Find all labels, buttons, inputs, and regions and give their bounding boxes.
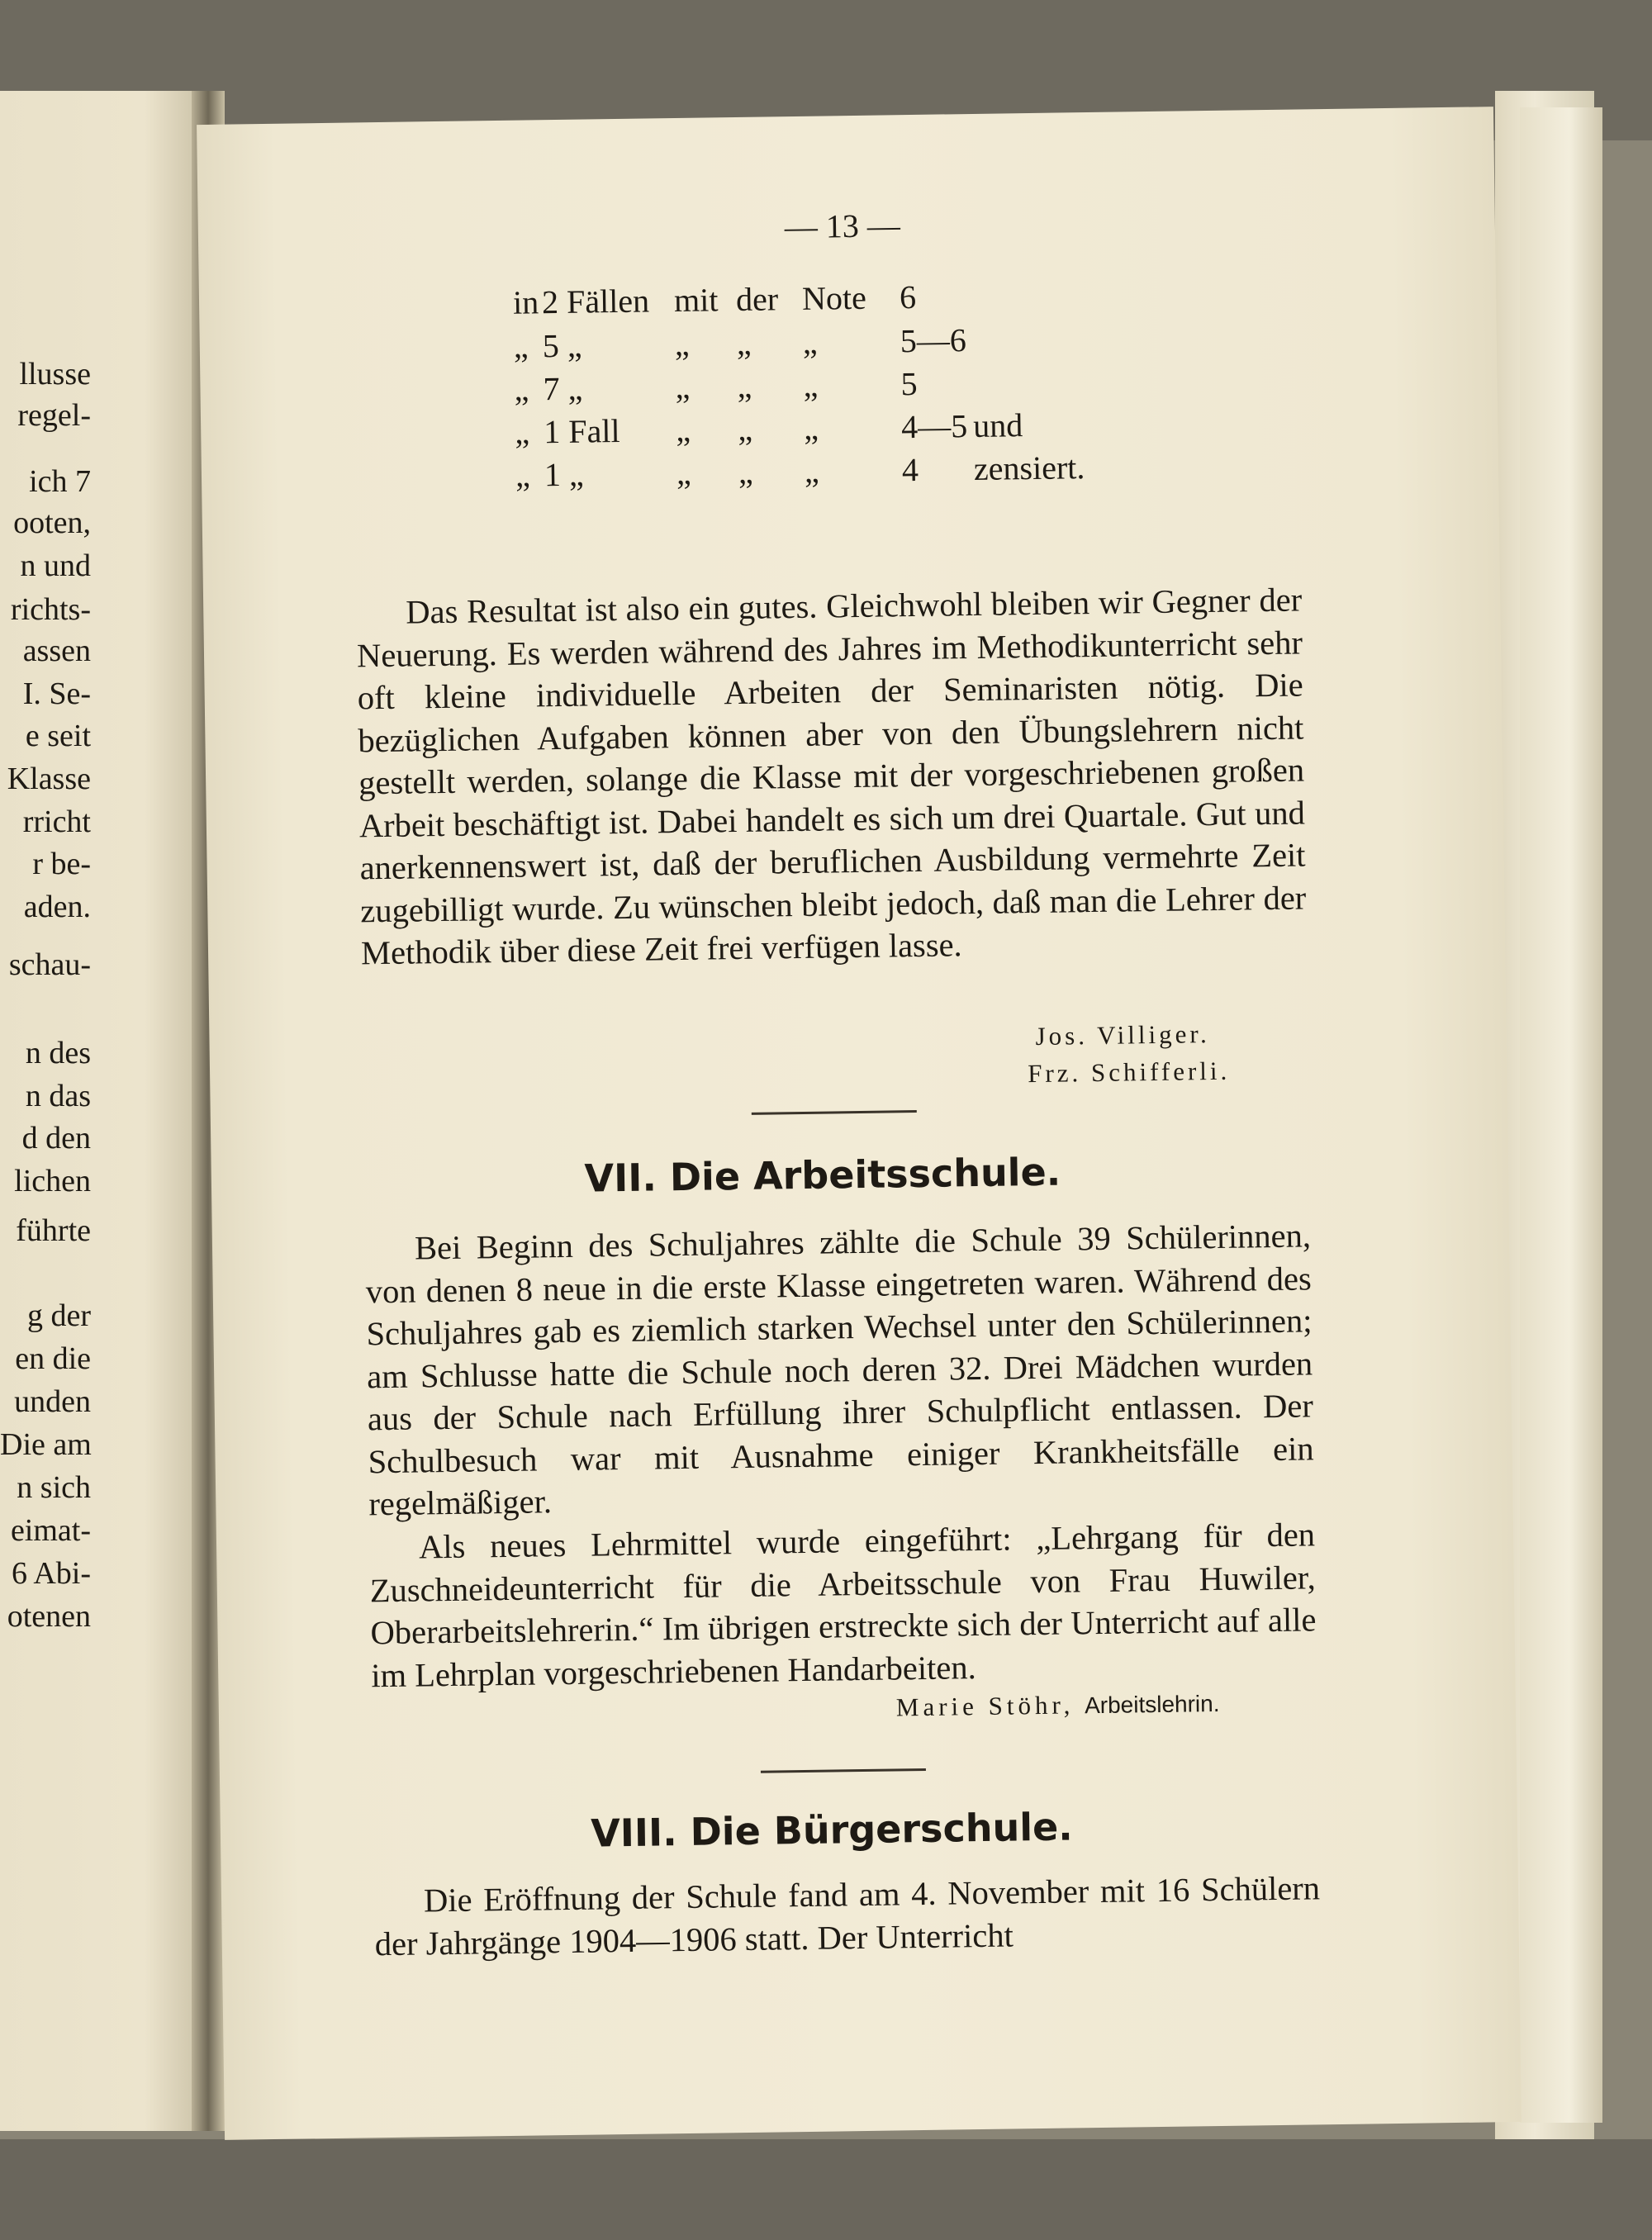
facing-page-line: aden. [23,890,91,924]
grade-cell-c2: „ [737,367,752,405]
grade-cell-c3: Note [801,278,867,317]
grade-cell-c1: „ [676,453,692,492]
facing-page-line: lichen [14,1164,91,1198]
facing-page-line: rricht [22,804,91,839]
grade-cell-unit: „ [567,326,582,364]
grade-cell-prefix: „ [513,327,529,365]
grade-cell-c3: „ [804,452,820,490]
grade-cell-grade: 4—5 [900,407,968,446]
page-13 [197,107,1521,2140]
grade-cell-c2: „ [737,410,753,448]
grade-cell-unit: Fällen [566,282,650,320]
facing-page-line: Klasse [7,762,91,796]
facing-page-line: g der [26,1298,91,1333]
facing-page-line: n des [25,1036,91,1070]
section-viii-paragraph-1: Die Eröffnung der Schule fand am 4. November mit 16 Schülern der Jahrgänge 1904—1906 statt. Der Unterricht [374,1869,1321,1962]
grade-cell-count: 7 [543,369,560,408]
grade-cell-count: 2 [541,282,559,321]
facing-page-line: n das [25,1079,91,1113]
grade-cell-c2: „ [738,453,754,491]
facing-page-line: I. Se- [22,676,91,711]
facing-page-line: regel- [17,398,91,433]
grade-cell-c3: „ [803,409,819,447]
signature-stoehr-name: Marie Stöhr, [895,1690,1075,1722]
grade-cell-tail: zensiert. [973,448,1085,487]
facing-page-line: r be- [32,847,91,881]
facing-page-line: d den [21,1121,91,1156]
facing-page-line: en die [15,1341,91,1376]
grade-cell-unit: „ [567,369,583,407]
facing-page-line: n und [20,548,91,583]
signature-stoehr [896,1688,1220,1722]
grade-cell-grade: 5 [900,364,918,403]
facing-page-line: 6 Abi- [11,1556,91,1591]
signature-schifferli: Frz. Schifferli. [1027,1056,1231,1089]
heading-viii: VIII. Die Bürgerschule. [590,1804,1074,1856]
grade-cell-c2: der [735,280,779,318]
grade-cell-unit: Fall [567,411,620,450]
grade-cell-count: 1 [544,455,562,494]
grade-cell-grade: 4 [901,450,919,489]
grade-cell-prefix: „ [514,370,529,408]
scan-backdrop-bottom [0,2139,1652,2240]
page-edge-stack-inner [1520,107,1602,2123]
grade-cell-grade: 6 [899,278,917,316]
grade-cell-c2: „ [736,324,752,362]
facing-page-line: ooten, [13,505,91,540]
page-number: — 13 — [784,206,901,246]
signature-stoehr-role: Arbeitslehrin. [1084,1690,1220,1719]
grade-cell-tail: und [972,406,1023,444]
grade-cell-c1: „ [675,411,691,449]
grade-cell-unit: „ [568,455,585,493]
facing-page-line: n sich [17,1470,91,1505]
grade-cell-grade: 5—6 [900,321,967,360]
grade-cell-prefix: „ [515,456,531,494]
grade-cell-prefix: „ [514,413,530,451]
facing-page-line: otenen [7,1599,91,1634]
section-vi-text: Das Resultat ist also ein gutes. Gleichwohl bleiben wir Gegner der Neuerung. Es werden während des Jahres im Methodikunterricht sehr oft kleine individuelle Arbeiten der Seminaristen nötig. Die bezüglichen Aufgaben können aber von den Übungslehrern nicht gestellt werden, solange die Klasse mit der vorgeschriebenen großen Arbeit beschäftigt ist. Dabei handelt es sich um drei Quartale. Gut und anerkennenswert ist, daß der beruflichen Ausbildung vermehrte Zeit zugebilligt wurde. Zu wünschen bleibt jedoch, daß man die Lehrer der Methodik über diese Zeit frei verfügen lasse. [356,581,1307,972]
grade-cell-count: 1 [543,412,561,451]
grade-cell-c3: „ [803,366,819,404]
section-divider-2 [761,1768,926,1773]
facing-page-line: richts- [10,592,91,627]
signature-villiger: Jos. Villiger. [1035,1019,1210,1051]
facing-page-line: führte [16,1213,91,1248]
section-vi-paragraph [356,578,1307,974]
facing-page-line: e seit [25,719,91,753]
section-vii-paragraph-1: Bei Beginn des Schuljahres zählte die Schule 39 Schülerinnen, von denen 8 neue in die erste Klasse eingetreten waren. Während des Schuljahres gab es ziemlich starken Wechsel unter den Schülerinnen; am Schlusse hatte die Schule noch deren 32. Drei Mädchen wurden aus der Schule nach Erfüllung ihrer Schulpflicht entlassen. Der Schulbesuch war mit Ausnahme einiger Krankheitsfälle ein regelmäßiger. [365,1217,1314,1523]
facing-page-line: llusse [19,357,91,392]
facing-page-line: eimat- [10,1513,91,1548]
heading-vii: VII. Die Arbeitsschule. [584,1149,1061,1201]
grade-cell-prefix: in [512,283,539,321]
grade-cell-c1: „ [675,368,691,406]
grade-cell-count: 5 [542,326,560,365]
facing-page-line: unden [14,1384,91,1419]
section-divider-1 [752,1110,917,1115]
section-vii-paragraph-2: Als neues Lehrmittel wurde eingeführt: „Lehrgang für den Zuschneideunterricht für die Arbeitsschule von Frau Huwiler, Oberarbeitslehrerin.“ Im übrigen erstreckte sich der Unterricht auf alle im Lehrplan vorgeschriebenen Handarbeiten. [369,1516,1317,1694]
facing-page-left [0,91,206,2131]
facing-page-line: ich 7 [29,464,91,499]
facing-page-line: schau- [8,947,91,982]
grade-cell-c1: „ [674,325,690,363]
grade-cell-c3: „ [802,323,818,361]
facing-page-line: assen [22,634,91,668]
grade-cell-c1: mit [673,281,719,320]
facing-page-line: Die am [0,1427,92,1462]
